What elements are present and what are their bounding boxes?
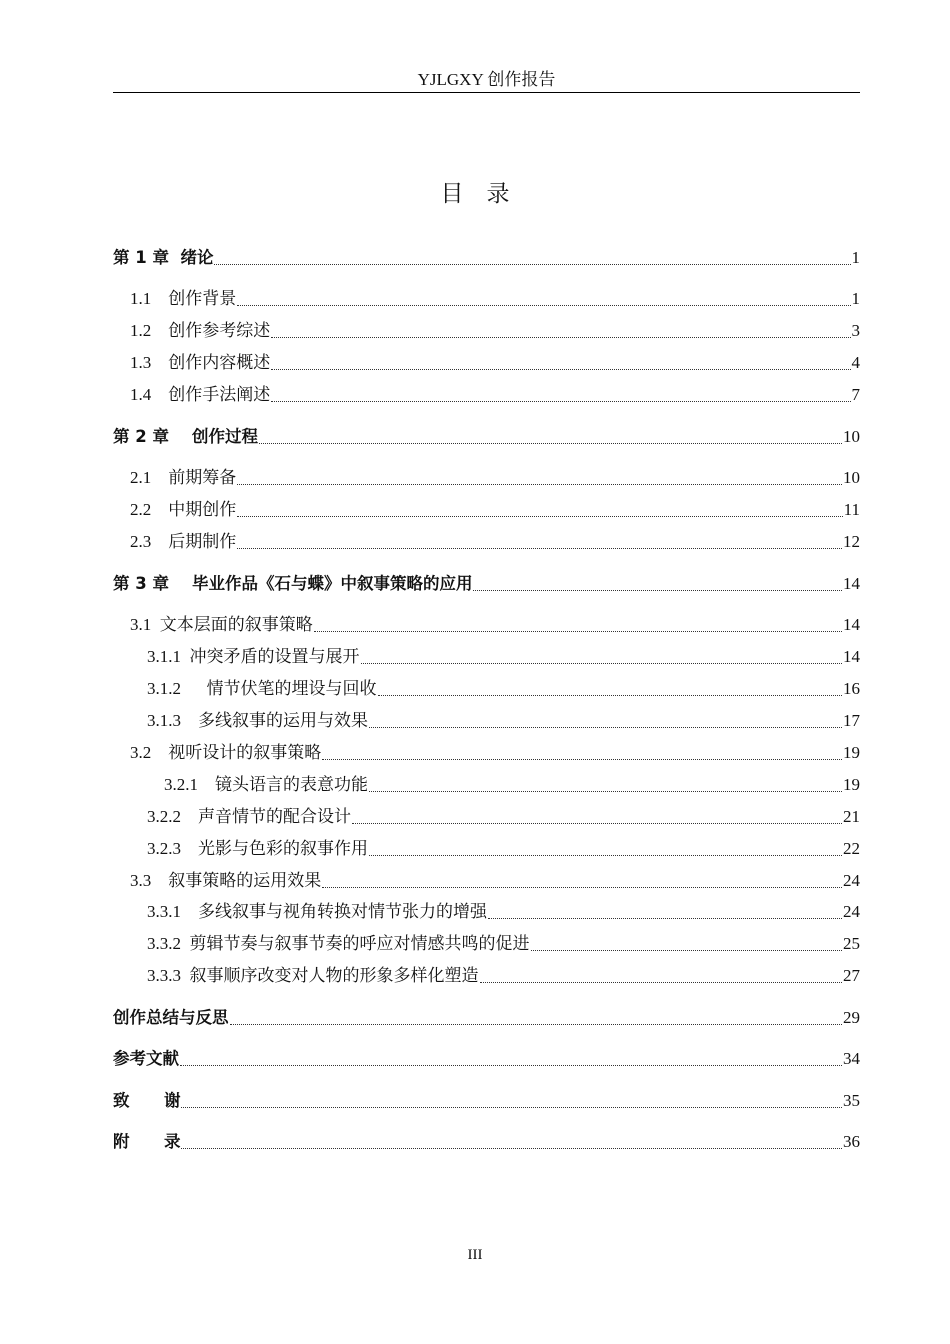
- dot-leader: [271, 369, 850, 370]
- toc-entry-label: 3.2.2 声音情节的配合设计: [147, 807, 351, 826]
- toc-chapter-entry[interactable]: [113, 571, 860, 597]
- running-header: YJLGXY 创作报告: [417, 70, 556, 89]
- toc-entry-label: 3.3.3 叙事顺序改变对人物的形象多样化塑造: [147, 966, 479, 985]
- toc-entry-label: 1.1 创作背景: [130, 289, 237, 308]
- toc-entry-label: 3.2 视听设计的叙事策略: [130, 743, 322, 762]
- toc-entry-page: 12: [843, 532, 860, 551]
- toc-entry-label: 1.2 创作参考综述: [130, 321, 271, 340]
- dot-leader: [180, 1065, 842, 1066]
- toc-entry-label: 参考文献: [113, 1049, 179, 1068]
- toc-section-entry[interactable]: [147, 708, 860, 734]
- toc-entry-page: 10: [843, 427, 860, 446]
- toc-section-entry[interactable]: [164, 772, 860, 798]
- toc-entry-page: 1: [851, 289, 860, 308]
- toc-entry-label: 3.2.1 镜头语言的表意功能: [164, 775, 368, 794]
- toc-entry-label: 1.3 创作内容概述: [130, 353, 271, 372]
- toc-entry-page: 21: [843, 807, 860, 826]
- toc-section-entry[interactable]: [147, 836, 860, 862]
- toc-entry-label: 3.3.1 多线叙事与视角转换对情节张力的增强: [147, 902, 487, 921]
- toc-entry-page: 1: [851, 248, 860, 267]
- toc-section-entry[interactable]: [147, 804, 860, 830]
- toc-entry-page: 25: [843, 934, 860, 953]
- dot-leader: [369, 727, 842, 728]
- toc-entry-page: 14: [843, 574, 860, 593]
- toc-section-entry[interactable]: [130, 612, 860, 638]
- toc-chapter-entry[interactable]: [113, 245, 860, 271]
- toc-entry-label: 3.1.3 多线叙事的运用与效果: [147, 711, 368, 730]
- toc-section-entry[interactable]: [130, 497, 860, 523]
- dot-leader: [271, 337, 850, 338]
- dot-leader: [237, 484, 842, 485]
- toc-entry-page: 17: [843, 711, 860, 730]
- toc-entry-label: 第 3 章 毕业作品《石与蝶》中叙事策略的应用: [113, 574, 473, 593]
- toc-entry-label: 3.2.3 光影与色彩的叙事作用: [147, 839, 368, 858]
- toc-entry-label: 2.2 中期创作: [130, 500, 237, 519]
- toc-section-entry[interactable]: [147, 963, 860, 989]
- toc-entry-page: 14: [843, 615, 860, 634]
- page-number: III: [467, 1247, 483, 1263]
- toc-section-entry[interactable]: [147, 931, 860, 957]
- toc-section-entry[interactable]: [130, 529, 860, 555]
- toc-entry-label: 第 2 章 创作过程: [113, 427, 258, 446]
- dot-leader: [369, 855, 842, 856]
- dot-leader: [361, 663, 843, 664]
- toc-entry-label: 3.3.2 剪辑节奏与叙事节奏的呼应对情感共鸣的促进: [147, 934, 530, 953]
- toc-entry-label: 3.1.1 冲突矛盾的设置与展开: [147, 647, 360, 666]
- dot-leader: [322, 759, 842, 760]
- dot-leader: [237, 305, 850, 306]
- dot-leader: [237, 516, 842, 517]
- toc-entry-label: 致 谢: [113, 1091, 181, 1110]
- toc-entry-label: 创作总结与反思: [113, 1008, 229, 1027]
- toc-entry-page: 24: [843, 871, 860, 890]
- toc-chapter-entry[interactable]: [113, 1046, 860, 1072]
- toc-entry-label: 附 录: [113, 1132, 181, 1151]
- toc-section-entry[interactable]: [130, 350, 860, 376]
- dot-leader: [378, 695, 843, 696]
- toc-entry-label: 第 1 章 绪论: [113, 248, 214, 267]
- toc-entry-page: 4: [851, 353, 860, 372]
- toc-entry-page: 10: [843, 468, 860, 487]
- toc-chapter-entry[interactable]: [113, 1129, 860, 1155]
- toc-entry-label: 1.4 创作手法阐述: [130, 385, 271, 404]
- toc-entry-page: 11: [843, 500, 860, 519]
- dot-leader: [181, 1107, 842, 1108]
- dot-leader: [259, 443, 842, 444]
- toc-entry-page: 34: [843, 1049, 860, 1068]
- toc-entry-page: 16: [843, 679, 860, 698]
- toc-title: 目 录: [440, 181, 510, 206]
- toc-entry-page: 22: [843, 839, 860, 858]
- toc-chapter-entry[interactable]: [113, 1005, 860, 1031]
- toc-section-entry[interactable]: [130, 740, 860, 766]
- toc-section-entry[interactable]: [130, 286, 860, 312]
- toc-entry-page: 35: [843, 1091, 860, 1110]
- toc-entry-page: 29: [843, 1008, 860, 1027]
- toc-entry-page: 3: [851, 321, 860, 340]
- toc-section-entry[interactable]: [147, 899, 860, 925]
- toc-chapter-entry[interactable]: [113, 424, 860, 450]
- toc-section-entry[interactable]: [147, 644, 860, 670]
- toc-entry-page: 7: [851, 385, 860, 404]
- dot-leader: [352, 823, 842, 824]
- dot-leader: [181, 1148, 842, 1149]
- dot-leader: [322, 887, 842, 888]
- dot-leader: [473, 590, 842, 591]
- dot-leader: [271, 401, 850, 402]
- dot-leader: [480, 982, 843, 983]
- toc-entry-page: 19: [843, 775, 860, 794]
- toc-entry-label: 2.1 前期筹备: [130, 468, 237, 487]
- toc-section-entry[interactable]: [147, 676, 860, 702]
- toc-entry-label: 3.3 叙事策略的运用效果: [130, 871, 322, 890]
- toc-entry-label: 2.3 后期制作: [130, 532, 237, 551]
- dot-leader: [237, 548, 842, 549]
- dot-leader: [369, 791, 842, 792]
- toc-section-entry[interactable]: [130, 465, 860, 491]
- toc-section-entry[interactable]: [130, 382, 860, 408]
- header-rule: [113, 92, 860, 93]
- dot-leader: [531, 950, 843, 951]
- toc-entry-page: 14: [843, 647, 860, 666]
- dot-leader: [314, 631, 842, 632]
- toc-entry-page: 36: [843, 1132, 860, 1151]
- toc-entry-label: 3.1 文本层面的叙事策略: [130, 615, 313, 634]
- dot-leader: [214, 264, 850, 265]
- toc-entry-page: 19: [843, 743, 860, 762]
- toc-entry-page: 27: [843, 966, 860, 985]
- toc-entry-label: 3.1.2 情节伏笔的埋设与回收: [147, 679, 377, 698]
- dot-leader: [230, 1024, 843, 1025]
- toc-entry-page: 24: [843, 902, 860, 921]
- toc-chapter-entry[interactable]: [113, 1088, 860, 1114]
- toc-section-entry[interactable]: [130, 868, 860, 894]
- dot-leader: [488, 918, 842, 919]
- toc-section-entry[interactable]: [130, 318, 860, 344]
